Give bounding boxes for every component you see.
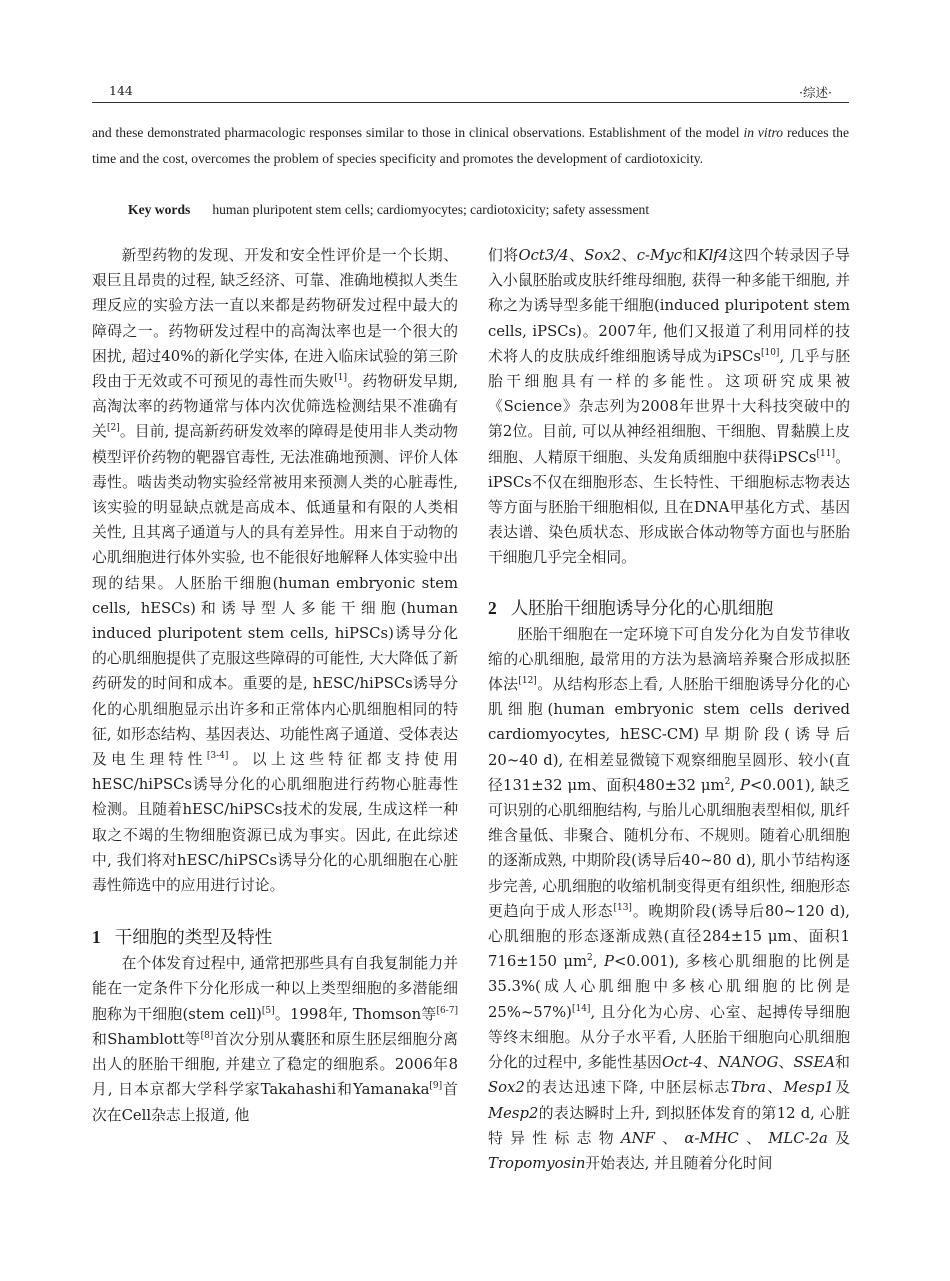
section-2-heading [488, 595, 850, 622]
citation: [11] [816, 448, 835, 459]
abstract-tail [92, 120, 849, 171]
citation: [10] [760, 347, 780, 358]
citation: [3-4] [206, 751, 229, 762]
page-number: 144 [109, 83, 133, 98]
citation: [9] [429, 1081, 443, 1092]
abstract-italic: in vitro [743, 125, 784, 140]
right-column [488, 243, 850, 1176]
citation: [6-7] [436, 1005, 458, 1016]
section-1-heading [92, 924, 458, 951]
section-label: ·综述· [799, 85, 832, 100]
citation: [8] [200, 1030, 214, 1041]
section-title: 干细胞的类型及特性 [114, 928, 273, 949]
keywords-label: Key words [128, 202, 191, 217]
running-header [92, 82, 849, 103]
intro-paragraph: 新型药物的发现、开发和安全性评价是一个长期、艰巨且昂贵的过程, 缺乏经济、可靠、准确地模拟人类生理反应的实验方法一直以来都是药物研发过程中最大的障碍之一。药物研发过程中的高淘汰率也是一个很大的困扰, 超过40%的新化学实体, 在进入临床试验的第三阶段由于无效或不可预见的毒性而失败[1]。药物研发早期, 高淘汰率的药物通常与体内次优筛选检测结果不准确有关[2]。目前, 提高新药研发效率的障碍是使用非人类动物模型评价药物的靶器官毒性, 无法准确地预测、评价人体毒性。啮齿类动物实验经常被用来预测人类的心脏毒性, 该实验的明显缺点就是高成本、低通量和有限的人类相关性, 且其离子通道与人的具有差异性。用来自于动物的心肌细胞进行体外实验, 也不能很好地解释人体实验中出现的结果。人胚胎干细胞(human embryonic stem cells, hESCs)和诱导型人多能干细胞(human induced pluripotent stem cells, hiPSCs)诱导分化的心肌细胞提供了克服这些障碍的可能性, 大大降低了新药研发的时间和成本。重要的是, hESC/hiPSCs诱导分化的心肌细胞显示出许多和正常体内心肌细胞相同的特征, 如形态结构、基因表达、功能性离子通道、受体表达及电生理特性[3-4]。以上这些特征都支持使用hESC/hiPSCs诱导分化的心肌细胞进行药物心脏毒性检测。且随着hESC/hiPSCs技术的发展, 生成这样一种取之不竭的生物细胞资源已成为事实。因此, 在此综述中, 我们将对hESC/hiPSCs诱导分化的心肌细胞在心脏毒性筛选中的应用进行讨论。 [92, 247, 458, 895]
section-1-paragraph: 在个体发育过程中, 通常把那些具有自我复制能力并能在一定条件下分化形成一种以上类型细胞的多潜能细胞称为干细胞(stem cell)[5]。1998年, Thomson等[6-7]和Shamblott等[8]首次分别从囊胚和原生胚层细胞分离出人的胚胎干细胞, 并建立了稳定的细胞系。2006年8月, 日本京都大学科学家Takahashi和Yamanaka[9]首次在Cell杂志上报道, 他 [92, 955, 458, 1124]
abstract-paragraph [92, 120, 849, 171]
citation: [12] [518, 676, 537, 687]
citation: [14] [571, 1003, 591, 1014]
section-title: 人胚胎干细胞诱导分化的心肌细胞 [510, 598, 774, 619]
keywords-line [128, 197, 848, 223]
citation: [5] [261, 1005, 275, 1016]
citation: [13] [613, 902, 632, 913]
section-number: 1 [92, 927, 101, 948]
left-column [92, 243, 458, 1128]
continued-paragraph: 们将Oct3/4、Sox2、c-Myc和Klf4这四个转录因子导入小鼠胚胎或皮肤纤维母细胞, 获得一种多能干细胞, 并称之为诱导型多能干细胞(induced pluripotent stem cells, iPSCs)。2007年, 他们又报道了利用同样的技术将人的皮肤成纤维细胞诱导成为iPSCs[10], 几乎与胚胎干细胞具有一样的多能性。这项研究成果被《Science》杂志列为2008年世界十大科技突破中的第2位。目前, 可以从神经祖细胞、干细胞、胃黏膜上皮细胞、人精原干细胞、头发角质细胞中获得iPSCs[11]。iPSCs不仅在细胞形态、生长特性、干细胞标志物表达等方面与胚胎干细胞相似, 且在DNA甲基化方式、基因表达谱、染色质状态、形成嵌合体动物等方面也与胚胎干细胞几乎完全相同。 [488, 247, 850, 567]
abstract-text: and these demonstrated pharmacologic responses similar to those in clinical observations. Establishment of the model [92, 125, 744, 140]
section-number: 2 [488, 597, 497, 618]
citation: [1] [334, 373, 347, 384]
citation: [2] [106, 423, 120, 434]
keywords-text: human pluripotent stem cells; cardiomyocytes; cardiotoxicity; safety assessment [212, 202, 650, 217]
section-2-paragraph: 胚胎干细胞在一定环境下可自发分化为自发节律收缩的心肌细胞, 最常用的方法为悬滴培养聚合形成拟胚体法[12]。从结构形态上看, 人胚胎干细胞诱导分化的心肌细胞(human embryonic stem cells derived cardiomyocytes, hESC-CM)早期阶段(诱导后20~40 d), 在相差显微镜下观察细胞呈圆形、较小(直径131±32 μm、面积480±32 $\mu m^2$, P<0.001), 缺乏可识别的心肌细胞结构, 与胎儿心肌细胞表型相似, 肌纤维含量低、非聚合、随机分布、不规则。随着心肌细胞的逐渐成熟, 中期阶段(诱导后40~80 d), 肌小节结构逐步完善, 心肌细胞的收缩机制变得更有组织性, 细胞形态更趋向于成人形态[13]。晚期阶段(诱导后80~120 d), 心肌细胞的形态逐渐成熟(直径284±15 μm、面积1 716±150 $\mu m^2$, P<0.001), 多核心肌细胞的比例是35.3%(成人心肌细胞中多核心肌细胞的比例是25%~57%)[14], 且分化为心房、心室、起搏传导细胞等终末细胞。从分子水平看, 人胚胎干细胞向心肌细胞分化的过程中, 多能性基因Oct-4、NANOG、SSEA和Sox2的表达迅速下降, 中胚层标志Tbra、Mesp1及Mesp2的表达瞬时上升, 到拟胚体发育的第12 d, 心脏特异性标志物ANF、α-MHC、MLC-2a及Tropomyosin开始表达, 并且随着分化时间 [488, 625, 850, 1172]
abstract-text: reduces the time and the cost, overcomes the problem of species specificity and promotes the development of cardiotoxicity. [92, 125, 849, 166]
